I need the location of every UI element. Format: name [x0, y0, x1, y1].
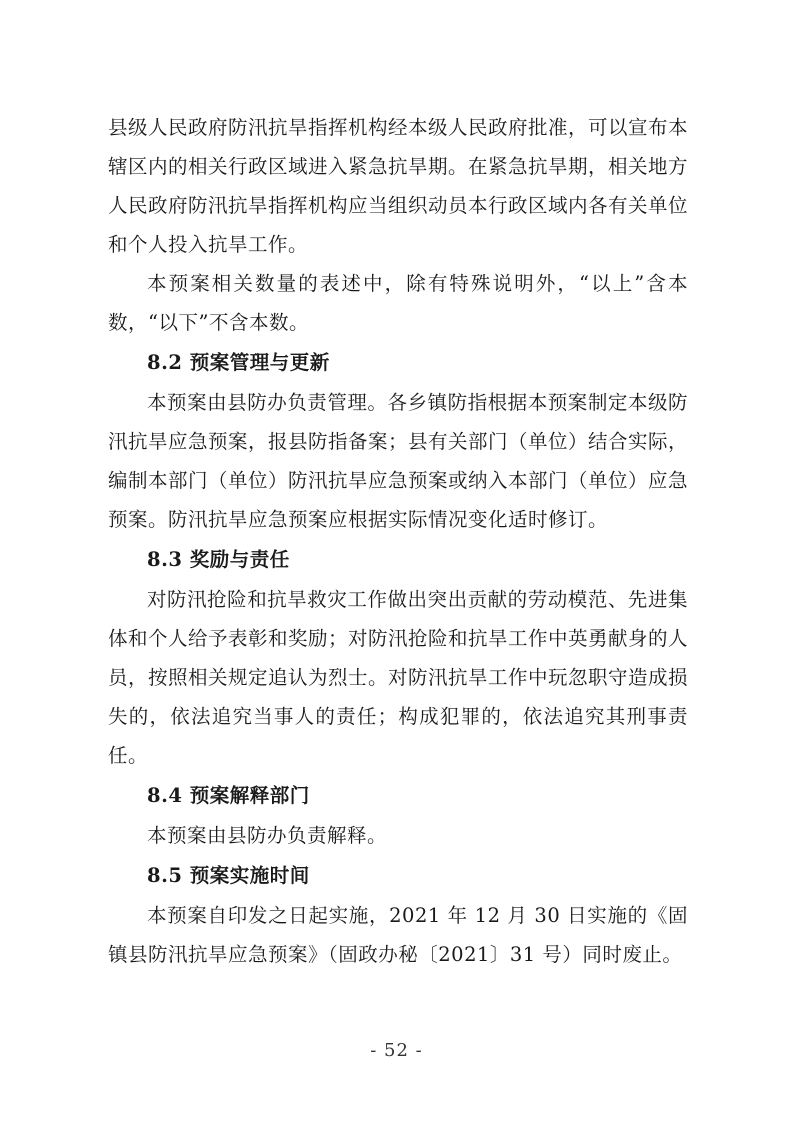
- paragraph-plan-management: 本预案由县防办负责管理。各乡镇防指根据本预案制定本级防汛抗旱应急预案，报县防指备案；县有关部门（单位）结合实际，编制本部门（单位）防汛抗旱应急预案或纳入本部门（单位）应急预案。防汛抗旱应急预案应根据实际情况变化适时修订。: [108, 391, 689, 531]
- document-body: [108, 108, 688, 974]
- section-heading-8-3: 8.3 奖励与责任: [147, 548, 290, 571]
- page-number: - 52 -: [370, 1040, 423, 1061]
- paragraph-drought-emergency: 县级人民政府防汛抗旱指挥机构经本级人民政府批准，可以宣布本辖区内的相关行政区域进入紧急抗旱期。在紧急抗旱期，相关地方人民政府防汛抗旱指挥机构应当组织动员本行政区域内各有关单位和个人投入抗旱工作。: [108, 116, 689, 256]
- paragraph-implementation-time: 本预案自印发之日起实施，2021 年 12 月 30 日实施的《固镇县防汛抗旱应急预案》（固政办秘〔2021〕31 号）同时废止。: [108, 904, 688, 966]
- section-heading-8-4: 8.4 预案解释部门: [147, 784, 310, 807]
- paragraph-quantity-notes: 本预案相关数量的表述中，除有特殊说明外，“以上”含本数，“以下”不含本数。: [108, 272, 688, 334]
- paragraph-interpretation: 本预案由县防办负责解释。: [147, 824, 388, 847]
- section-heading-8-2: 8.2 预案管理与更新: [147, 351, 330, 374]
- paragraph-rewards-responsibility: 对防汛抢险和抗旱救灾工作做出突出贡献的劳动模范、先进集体和个人给予表彰和奖励；对防汛抢险和抗旱工作中英勇献身的人员，按照相关规定追认为烈士。对防汛抗旱工作中玩忽职守造成损失的，依法追究当事人的责任；构成犯罪的，依法追究其刑事责任。: [108, 588, 689, 767]
- section-heading-8-5: 8.5 预案实施时间: [147, 864, 310, 887]
